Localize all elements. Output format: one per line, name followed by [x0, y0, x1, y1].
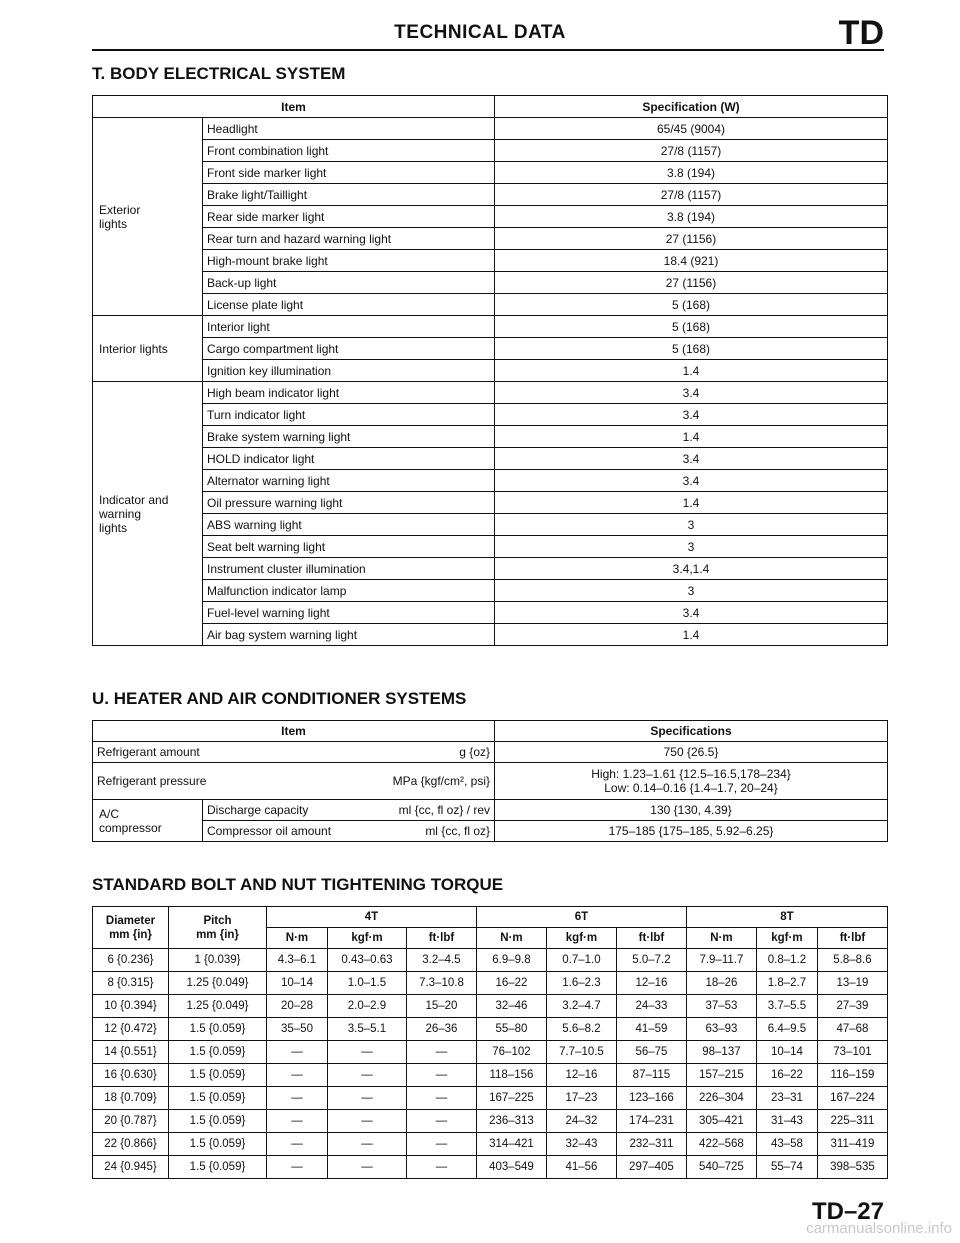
torque-value-cell: 37–53: [686, 995, 756, 1018]
torque-title: STANDARD BOLT AND NUT TIGHTENING TORQUE: [92, 875, 504, 894]
torque-value-cell: —: [406, 1156, 476, 1179]
torque-value-cell: 27–39: [817, 995, 887, 1018]
spec-cell: 3.4,1.4: [495, 558, 888, 580]
col-item-header: Item: [93, 721, 495, 742]
torque-value-cell: —: [267, 1156, 328, 1179]
item-cell: License plate light: [203, 294, 495, 316]
spec-cell: 3.4: [495, 602, 888, 624]
item-label: Refrigerant pressure: [97, 774, 207, 788]
table-row: [93, 514, 888, 536]
torque-value-cell: 26–36: [406, 1018, 476, 1041]
diameter-cell: 22 {0.866}: [93, 1133, 169, 1156]
spec-cell: 3.4: [495, 382, 888, 404]
table-row: [93, 742, 888, 763]
torque-value-cell: 1.0–1.5: [327, 972, 406, 995]
table-row: [93, 404, 888, 426]
torque-rows: [93, 949, 888, 1179]
group-label: Interior lights: [93, 316, 203, 382]
torque-value-cell: 0.7–1.0: [546, 949, 616, 972]
table-row: [93, 426, 888, 448]
torque-value-cell: 174–231: [616, 1110, 686, 1133]
col-item-header: Item: [93, 96, 495, 118]
diameter-cell: 16 {0.630}: [93, 1064, 169, 1087]
spec-cell: 3.4: [495, 448, 888, 470]
torque-value-cell: 35–50: [267, 1018, 328, 1041]
unit-header: N·m: [686, 928, 756, 949]
table-header-row: [93, 907, 888, 928]
item-cell: Rear side marker light: [203, 206, 495, 228]
item-cell: Oil pressure warning light: [203, 492, 495, 514]
body-electrical-table: [92, 95, 888, 646]
item-cell: Brake light/Taillight: [203, 184, 495, 206]
item-cell: Headlight: [203, 118, 495, 140]
torque-value-cell: —: [267, 1087, 328, 1110]
group-label: Indicator and warning lights: [93, 382, 203, 646]
torque-value-cell: 297–405: [616, 1156, 686, 1179]
item-unit: ml {cc, fl oz}: [425, 824, 490, 838]
item-cell: ABS warning light: [203, 514, 495, 536]
table-row: [93, 558, 888, 580]
body-electrical-title: T. BODY ELECTRICAL SYSTEM: [92, 64, 346, 83]
torque-value-cell: 13–19: [817, 972, 887, 995]
spec-cell: 65/45 (9004): [495, 118, 888, 140]
table-row: [93, 1064, 888, 1087]
torque-value-cell: 32–46: [476, 995, 546, 1018]
spec-cell: 5 (168): [495, 294, 888, 316]
table-row: [93, 250, 888, 272]
torque-value-cell: 76–102: [476, 1041, 546, 1064]
torque-value-cell: —: [327, 1041, 406, 1064]
torque-value-cell: 24–32: [546, 1110, 616, 1133]
spec-cell: 175–185 {175–185, 5.92–6.25}: [495, 821, 888, 842]
item-label: Refrigerant amount: [97, 745, 200, 759]
table-row: [93, 294, 888, 316]
torque-value-cell: 56–75: [616, 1041, 686, 1064]
torque-value-cell: 6.9–9.8: [476, 949, 546, 972]
torque-value-cell: 15–20: [406, 995, 476, 1018]
table-row: [93, 140, 888, 162]
torque-value-cell: 12–16: [616, 972, 686, 995]
item-cell: [93, 742, 495, 763]
pitch-cell: 1 {0.039}: [169, 949, 267, 972]
torque-value-cell: 118–156: [476, 1064, 546, 1087]
item-label: Compressor oil amount: [207, 824, 332, 838]
spec-cell: 3.8 (194): [495, 206, 888, 228]
torque-value-cell: —: [406, 1087, 476, 1110]
torque-value-cell: 47–68: [817, 1018, 887, 1041]
table-row: [93, 536, 888, 558]
torque-value-cell: 226–304: [686, 1087, 756, 1110]
item-label: Discharge capacity: [207, 803, 309, 817]
table-row: [93, 360, 888, 382]
torque-value-cell: 1.6–2.3: [546, 972, 616, 995]
table-row: [93, 1156, 888, 1179]
pitch-cell: 1.5 {0.059}: [169, 1018, 267, 1041]
table-row: [93, 763, 888, 800]
torque-value-cell: —: [327, 1064, 406, 1087]
col-diameter-header: Diameter mm {in}: [93, 907, 169, 949]
diameter-cell: 10 {0.394}: [93, 995, 169, 1018]
spec-cell: 130 {130, 4.39}: [495, 800, 888, 821]
torque-value-cell: 5.8–8.6: [817, 949, 887, 972]
unit-header: N·m: [267, 928, 328, 949]
item-cell: Rear turn and hazard warning light: [203, 228, 495, 250]
torque-value-cell: —: [406, 1064, 476, 1087]
item-cell: Turn indicator light: [203, 404, 495, 426]
torque-value-cell: —: [406, 1110, 476, 1133]
torque-value-cell: 540–725: [686, 1156, 756, 1179]
unit-header: ft·lbf: [817, 928, 887, 949]
pitch-cell: 1.5 {0.059}: [169, 1064, 267, 1087]
table-row: [93, 492, 888, 514]
page-number: TD–27: [811, 1198, 884, 1225]
torque-value-cell: 43–58: [756, 1133, 817, 1156]
table-row: [93, 206, 888, 228]
torque-value-cell: 4.3–6.1: [267, 949, 328, 972]
item-cell: Air bag system warning light: [203, 624, 495, 646]
spec-cell: 27 (1156): [495, 272, 888, 294]
spec-cell: 3.8 (194): [495, 162, 888, 184]
item-unit: ml {cc, fl oz} / rev: [398, 803, 490, 817]
torque-value-cell: 24–33: [616, 995, 686, 1018]
torque-value-cell: 167–225: [476, 1087, 546, 1110]
torque-value-cell: 23–31: [756, 1087, 817, 1110]
item-cell: [203, 800, 495, 821]
torque-value-cell: 3.2–4.5: [406, 949, 476, 972]
spec-cell: 27 (1156): [495, 228, 888, 250]
torque-value-cell: 2.0–2.9: [327, 995, 406, 1018]
pitch-cell: 1.5 {0.059}: [169, 1110, 267, 1133]
spec-high: High: 1.23–1.61 {12.5–16.5,178–234}: [591, 767, 791, 781]
unit-header: ft·lbf: [406, 928, 476, 949]
item-cell: Alternator warning light: [203, 470, 495, 492]
item-unit: g {oz}: [459, 745, 490, 759]
pitch-cell: 1.5 {0.059}: [169, 1041, 267, 1064]
torque-value-cell: 6.4–9.5: [756, 1018, 817, 1041]
torque-value-cell: 7.3–10.8: [406, 972, 476, 995]
torque-value-cell: 10–14: [756, 1041, 817, 1064]
torque-value-cell: 16–22: [476, 972, 546, 995]
watermark: carmanualsonline.info: [806, 1220, 952, 1237]
torque-value-cell: 123–166: [616, 1087, 686, 1110]
torque-value-cell: —: [267, 1110, 328, 1133]
table-row: [93, 602, 888, 624]
table-row: [93, 800, 888, 821]
torque-value-cell: 157–215: [686, 1064, 756, 1087]
table-row: [93, 228, 888, 250]
torque-value-cell: 31–43: [756, 1110, 817, 1133]
torque-value-cell: 17–23: [546, 1087, 616, 1110]
torque-value-cell: 1.8–2.7: [756, 972, 817, 995]
pitch-cell: 1.25 {0.049}: [169, 995, 267, 1018]
item-cell: Cargo compartment light: [203, 338, 495, 360]
item-cell: Seat belt warning light: [203, 536, 495, 558]
torque-value-cell: 311–419: [817, 1133, 887, 1156]
unit-header: N·m: [476, 928, 546, 949]
diameter-cell: 12 {0.472}: [93, 1018, 169, 1041]
torque-value-cell: —: [267, 1041, 328, 1064]
pitch-cell: 1.5 {0.059}: [169, 1133, 267, 1156]
torque-value-cell: 305–421: [686, 1110, 756, 1133]
table-row: [93, 949, 888, 972]
grade-header: 6T: [476, 907, 686, 928]
torque-value-cell: —: [406, 1041, 476, 1064]
diameter-cell: 18 {0.709}: [93, 1087, 169, 1110]
spec-cell: 18.4 (921): [495, 250, 888, 272]
item-cell: High beam indicator light: [203, 382, 495, 404]
unit-header: ft·lbf: [616, 928, 686, 949]
diameter-cell: 24 {0.945}: [93, 1156, 169, 1179]
spec-cell: 3.4: [495, 470, 888, 492]
item-cell: Front combination light: [203, 140, 495, 162]
pitch-cell: 1.5 {0.059}: [169, 1087, 267, 1110]
torque-value-cell: 116–159: [817, 1064, 887, 1087]
torque-value-cell: 236–313: [476, 1110, 546, 1133]
torque-value-cell: 18–26: [686, 972, 756, 995]
section-code: TD: [838, 14, 884, 52]
col-spec-header: Specifications: [495, 721, 888, 742]
table-row: [93, 162, 888, 184]
torque-value-cell: 32–43: [546, 1133, 616, 1156]
table-row: [93, 118, 888, 140]
spec-low: Low: 0.14–0.16 {1.4–1.7, 20–24}: [604, 781, 778, 795]
col-spec-header: Specification (W): [495, 96, 888, 118]
item-cell: [93, 763, 495, 800]
torque-value-cell: —: [267, 1133, 328, 1156]
item-cell: Ignition key illumination: [203, 360, 495, 382]
torque-value-cell: 63–93: [686, 1018, 756, 1041]
torque-value-cell: 41–56: [546, 1156, 616, 1179]
torque-value-cell: —: [327, 1110, 406, 1133]
table-row: [93, 821, 888, 842]
item-cell: Instrument cluster illumination: [203, 558, 495, 580]
table-row: [93, 184, 888, 206]
spec-cell: 5 (168): [495, 316, 888, 338]
torque-value-cell: 0.43–0.63: [327, 949, 406, 972]
unit-header: kgf·m: [756, 928, 817, 949]
spec-cell: 5 (168): [495, 338, 888, 360]
table-row: [93, 1087, 888, 1110]
torque-value-cell: 98–137: [686, 1041, 756, 1064]
torque-value-cell: 314–421: [476, 1133, 546, 1156]
spec-cell: 27/8 (1157): [495, 184, 888, 206]
col-pitch-header: Pitch mm {in}: [169, 907, 267, 949]
torque-table: [92, 906, 888, 1179]
torque-value-cell: —: [327, 1156, 406, 1179]
table-row: [93, 316, 888, 338]
group-label: Exterior lights: [93, 118, 203, 316]
torque-value-cell: 3.5–5.1: [327, 1018, 406, 1041]
spec-cell: 27/8 (1157): [495, 140, 888, 162]
group-label: A/C compressor: [93, 800, 203, 842]
table-row: [93, 1110, 888, 1133]
spec-cell: 1.4: [495, 360, 888, 382]
table-row: [93, 1133, 888, 1156]
spec-cell: 3: [495, 580, 888, 602]
spec-cell: 1.4: [495, 624, 888, 646]
item-cell: [203, 821, 495, 842]
torque-value-cell: 12–16: [546, 1064, 616, 1087]
table-row: [93, 580, 888, 602]
torque-value-cell: 55–80: [476, 1018, 546, 1041]
table-row: [93, 338, 888, 360]
table-header-row: [93, 721, 888, 742]
table-row: [93, 995, 888, 1018]
item-cell: High-mount brake light: [203, 250, 495, 272]
torque-value-cell: 422–568: [686, 1133, 756, 1156]
torque-value-cell: 3.2–4.7: [546, 995, 616, 1018]
torque-value-cell: 3.7–5.5: [756, 995, 817, 1018]
torque-value-cell: 7.7–10.5: [546, 1041, 616, 1064]
table-row: [93, 1018, 888, 1041]
heater-ac-table: [92, 720, 888, 842]
spec-cell: 750 {26.5}: [495, 742, 888, 763]
torque-value-cell: 225–311: [817, 1110, 887, 1133]
torque-value-cell: 398–535: [817, 1156, 887, 1179]
torque-value-cell: 41–59: [616, 1018, 686, 1041]
spec-cell: 1.4: [495, 492, 888, 514]
item-cell: HOLD indicator light: [203, 448, 495, 470]
diameter-cell: 20 {0.787}: [93, 1110, 169, 1133]
grade-header: 4T: [267, 907, 477, 928]
torque-value-cell: —: [406, 1133, 476, 1156]
torque-value-cell: 7.9–11.7: [686, 949, 756, 972]
spec-cell: 3: [495, 536, 888, 558]
torque-value-cell: —: [267, 1064, 328, 1087]
item-cell: Malfunction indicator lamp: [203, 580, 495, 602]
table-row: [93, 624, 888, 646]
torque-value-cell: 5.6–8.2: [546, 1018, 616, 1041]
unit-header: kgf·m: [327, 928, 406, 949]
torque-value-cell: 87–115: [616, 1064, 686, 1087]
torque-value-cell: 0.8–1.2: [756, 949, 817, 972]
torque-value-cell: —: [327, 1087, 406, 1110]
torque-header: [93, 907, 888, 949]
diameter-cell: 14 {0.551}: [93, 1041, 169, 1064]
torque-value-cell: —: [327, 1133, 406, 1156]
item-cell: Interior light: [203, 316, 495, 338]
header-rule: [92, 49, 884, 51]
diameter-cell: 8 {0.315}: [93, 972, 169, 995]
table-row: [93, 470, 888, 492]
grade-header: 8T: [686, 907, 887, 928]
torque-value-cell: 167–224: [817, 1087, 887, 1110]
item-cell: Brake system warning light: [203, 426, 495, 448]
table-row: [93, 272, 888, 294]
spec-cell: 3.4: [495, 404, 888, 426]
item-cell: Back-up light: [203, 272, 495, 294]
torque-value-cell: 55–74: [756, 1156, 817, 1179]
torque-value-cell: 20–28: [267, 995, 328, 1018]
spec-cell: 3: [495, 514, 888, 536]
unit-header: kgf·m: [546, 928, 616, 949]
torque-value-cell: 232–311: [616, 1133, 686, 1156]
spec-cell: [495, 763, 888, 800]
item-cell: Fuel-level warning light: [203, 602, 495, 624]
pitch-cell: 1.5 {0.059}: [169, 1156, 267, 1179]
page-header-title: TECHNICAL DATA: [394, 22, 566, 43]
spec-cell: 1.4: [495, 426, 888, 448]
body-electrical-rows: [93, 118, 888, 646]
torque-value-cell: 16–22: [756, 1064, 817, 1087]
table-header-row: [93, 96, 888, 118]
table-row: [93, 448, 888, 470]
table-row: [93, 972, 888, 995]
torque-value-cell: 5.0–7.2: [616, 949, 686, 972]
torque-value-cell: 403–549: [476, 1156, 546, 1179]
heater-ac-title: U. HEATER AND AIR CONDITIONER SYSTEMS: [92, 689, 467, 708]
table-row: [93, 1041, 888, 1064]
item-cell: Front side marker light: [203, 162, 495, 184]
torque-value-cell: 73–101: [817, 1041, 887, 1064]
torque-value-cell: 10–14: [267, 972, 328, 995]
pitch-cell: 1.25 {0.049}: [169, 972, 267, 995]
diameter-cell: 6 {0.236}: [93, 949, 169, 972]
item-unit: MPa {kgf/cm², psi}: [392, 774, 490, 788]
table-row: [93, 382, 888, 404]
